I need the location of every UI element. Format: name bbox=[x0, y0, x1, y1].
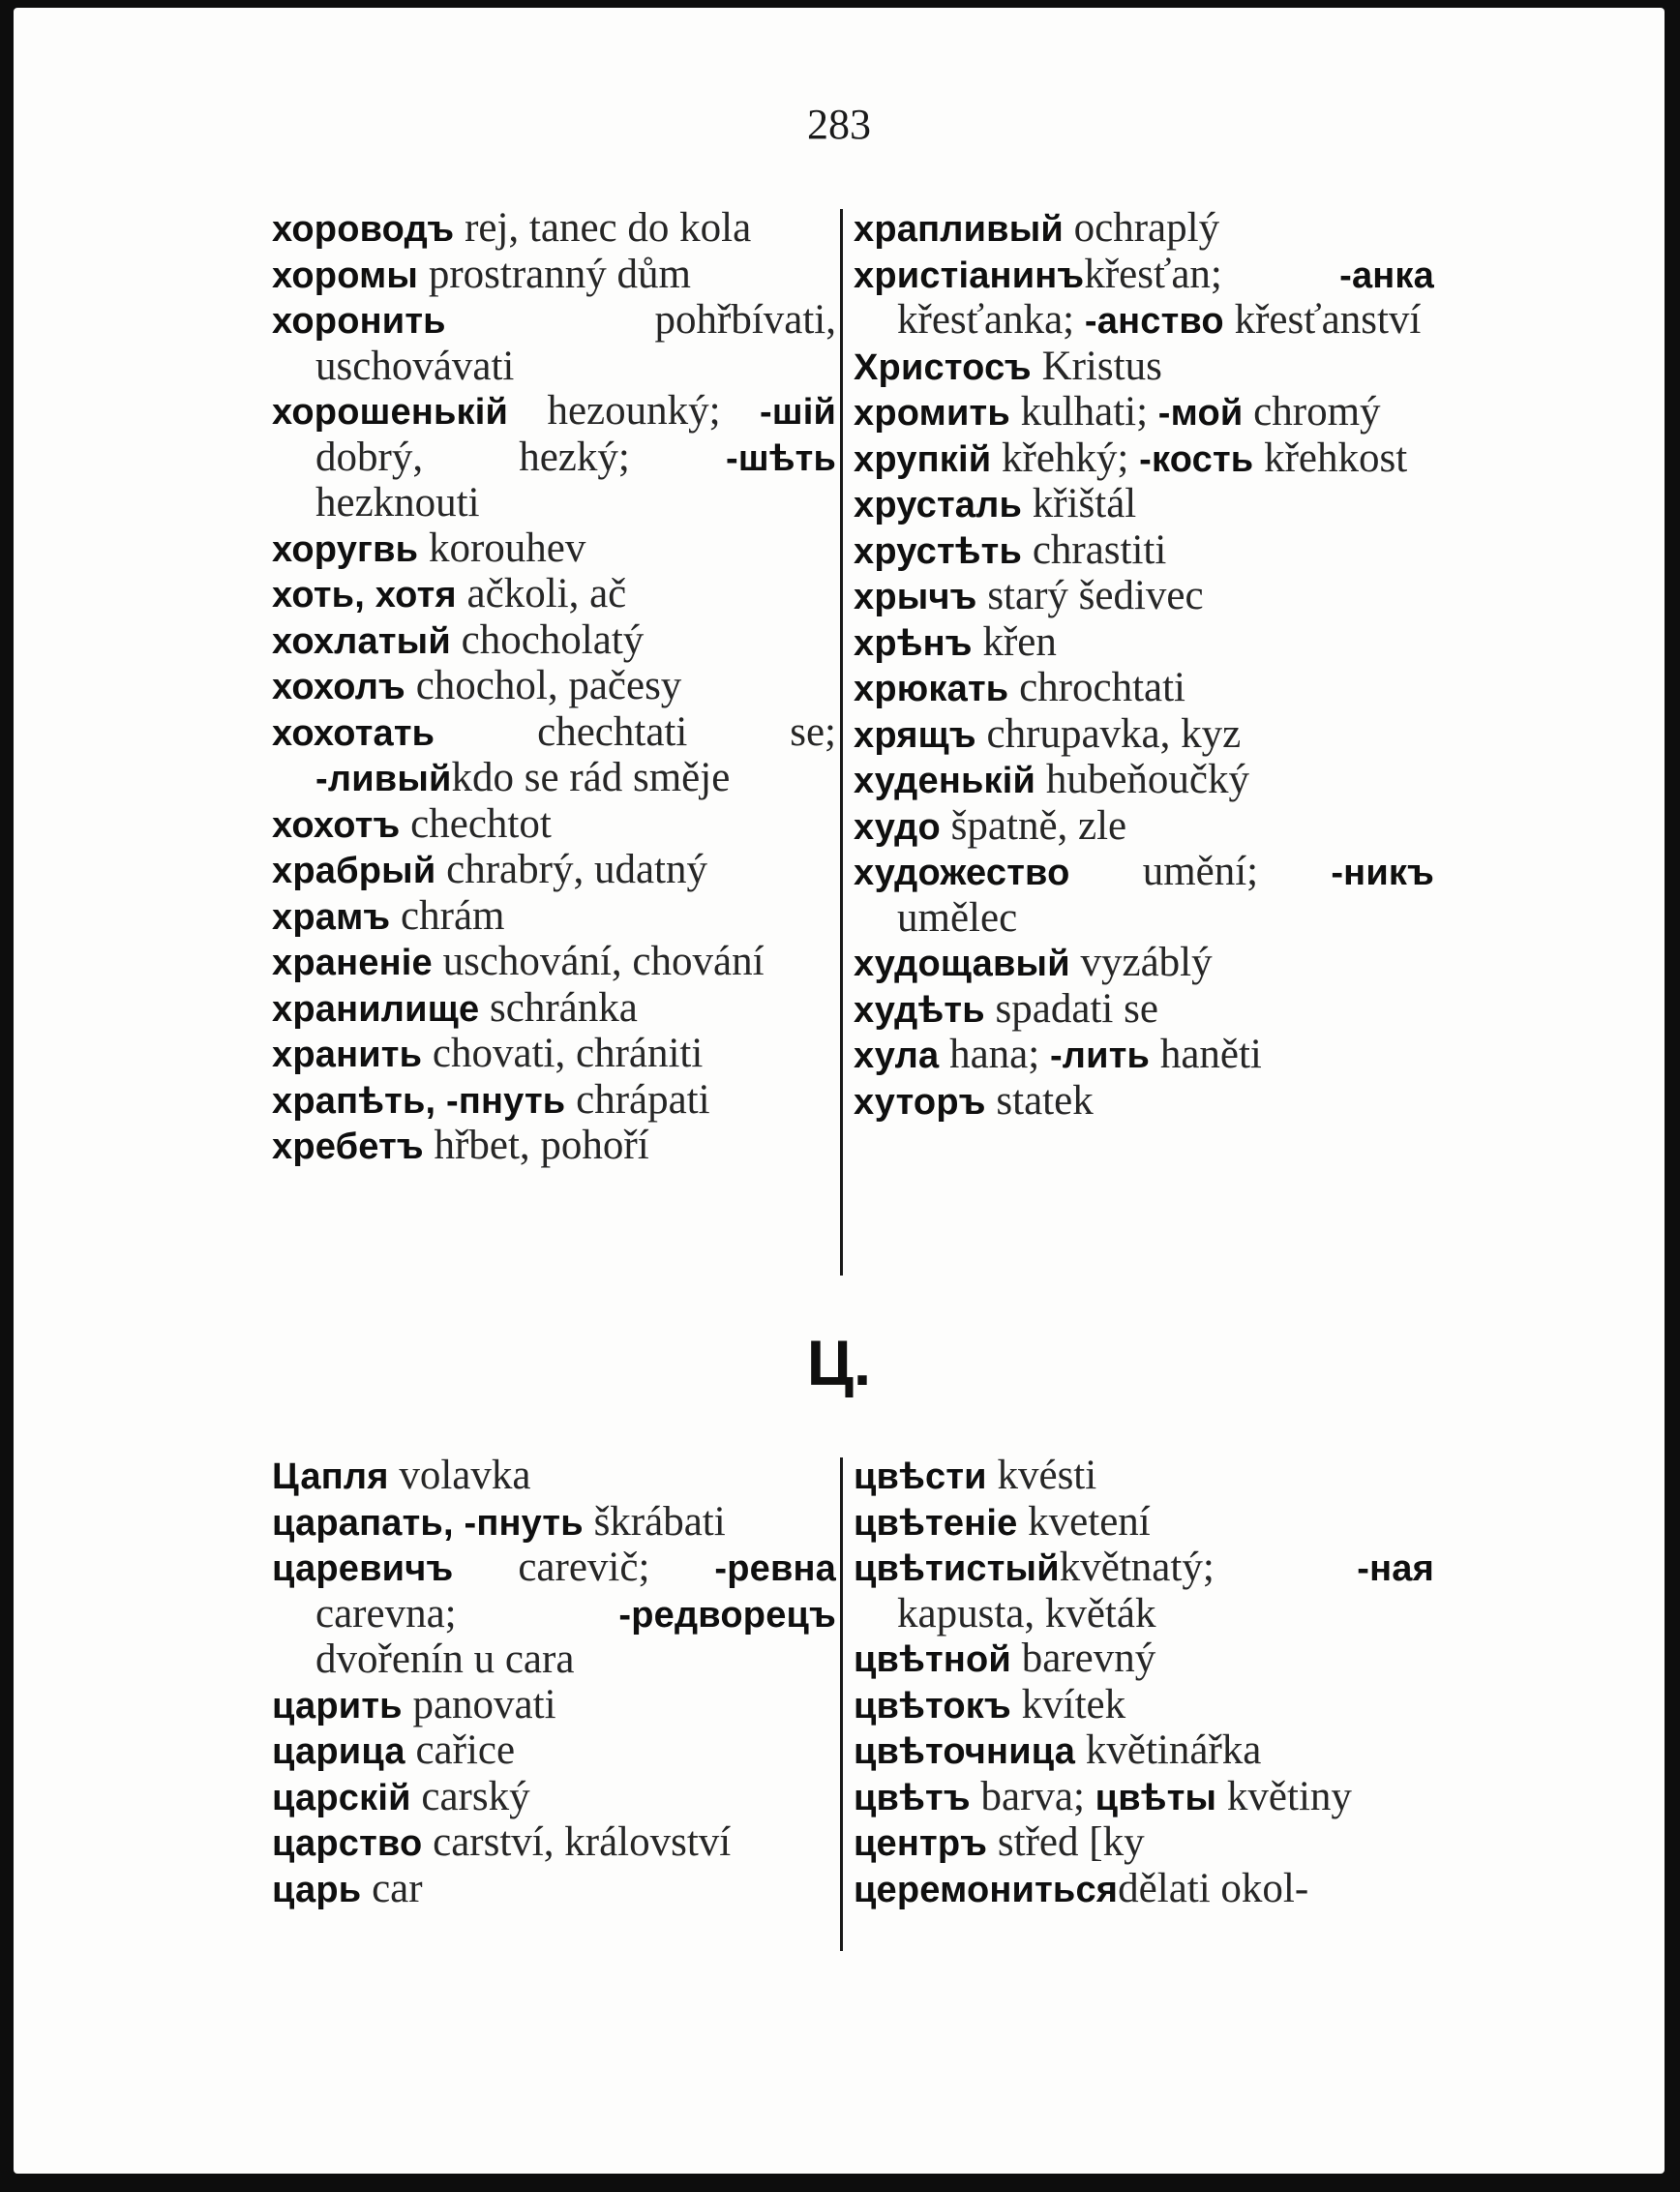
dictionary-entry bbox=[854, 1775, 1434, 1821]
entry-translation: schránka bbox=[490, 984, 638, 1031]
entry-headword: цвѣтной bbox=[854, 1639, 1011, 1680]
entry-subheadword: -анка bbox=[1339, 255, 1434, 296]
entry-translation: starý šedivec bbox=[987, 573, 1204, 618]
entry-translation: carský bbox=[421, 1773, 530, 1819]
entry-headword: худенькій bbox=[854, 761, 1036, 801]
column-left-section-2 bbox=[272, 1454, 836, 1912]
entry-translation: uschování, chování bbox=[442, 939, 765, 984]
entry-subheadword: -мой bbox=[1157, 393, 1244, 434]
entry-headword: цвѣтеніе bbox=[854, 1502, 1018, 1544]
dictionary-entry bbox=[854, 390, 1434, 436]
dictionary-entry bbox=[854, 253, 1434, 345]
entry-translation: křehký; bbox=[1002, 435, 1129, 481]
entry-translation: chrápati bbox=[576, 1076, 710, 1123]
entry-headword: цвѣтистый bbox=[854, 1548, 1060, 1589]
entry-translation: carství, království bbox=[433, 1819, 732, 1865]
entry-translation: chechtati se; bbox=[537, 708, 836, 755]
column-divider bbox=[840, 209, 843, 1276]
entry-translation: carevič; bbox=[518, 1545, 650, 1590]
dictionary-entry bbox=[272, 1820, 836, 1867]
entry-translation: květnatý; bbox=[1059, 1545, 1215, 1590]
dictionary-entry bbox=[272, 1867, 836, 1913]
entry-translation: rej, tanec do kola bbox=[465, 205, 752, 251]
entry-headword: хохотъ bbox=[272, 804, 401, 846]
dictionary-entry bbox=[854, 850, 1434, 941]
dictionary-entry bbox=[854, 1728, 1434, 1775]
entry-subheadword: -шій bbox=[759, 392, 837, 433]
section-letter-heading: Ц. bbox=[806, 1327, 872, 1398]
dictionary-entry bbox=[854, 345, 1434, 391]
dictionary-entry bbox=[854, 206, 1434, 253]
dictionary-entry bbox=[854, 666, 1434, 712]
dictionary-entry bbox=[854, 1033, 1434, 1079]
column-right-section-1 bbox=[854, 206, 1434, 1125]
dictionary-entry bbox=[854, 1867, 1434, 1913]
entry-headword: центръ bbox=[854, 1823, 988, 1864]
entry-translation: hezknouti bbox=[315, 480, 480, 525]
entry-translation: kapusta, květák bbox=[897, 1590, 1156, 1636]
entry-headword: царица bbox=[272, 1731, 405, 1772]
dictionary-entry bbox=[854, 987, 1434, 1034]
entry-translation: ačkoli, ač bbox=[466, 571, 627, 616]
entry-headword: цвѣточница bbox=[854, 1731, 1076, 1772]
dictionary-entry bbox=[272, 526, 836, 573]
entry-translation: chrabrý, udatný bbox=[446, 847, 707, 892]
entry-headword: царапать, -пнуть bbox=[272, 1502, 584, 1544]
dictionary-entry bbox=[854, 1636, 1434, 1683]
entry-translation: statek bbox=[996, 1077, 1094, 1124]
dictionary-entry bbox=[854, 1683, 1434, 1729]
entry-translation: chovati, chrániti bbox=[432, 1031, 704, 1076]
dictionary-entry bbox=[272, 1500, 836, 1546]
dictionary-entry bbox=[854, 941, 1434, 987]
entry-headword: хоругвь bbox=[272, 528, 419, 570]
entry-headword: худѣть bbox=[854, 989, 985, 1031]
entry-translation: hubeňoučký bbox=[1045, 757, 1250, 802]
entry-translation: panovati bbox=[412, 1681, 556, 1727]
dictionary-entry bbox=[272, 802, 836, 849]
entry-translation: chrastiti bbox=[1032, 526, 1167, 573]
entry-headword: художество bbox=[854, 853, 1070, 893]
entry-headword: храмъ bbox=[272, 896, 391, 938]
entry-translation: volavka bbox=[399, 1453, 531, 1498]
dictionary-entry bbox=[272, 1775, 836, 1821]
entry-translation: křehkost bbox=[1264, 435, 1408, 481]
entry-headword: царевичъ bbox=[272, 1548, 454, 1589]
entry-headword: хохлатый bbox=[272, 620, 451, 662]
entry-translation: křištál bbox=[1032, 481, 1137, 526]
dictionary-entry bbox=[854, 758, 1434, 804]
entry-translation: barevný bbox=[1021, 1636, 1156, 1681]
entry-headword: хребетъ bbox=[272, 1126, 424, 1167]
dictionary-entry bbox=[854, 528, 1434, 575]
entry-translation: křesťanství bbox=[1234, 297, 1422, 343]
entry-translation: chrochtati bbox=[1019, 665, 1185, 710]
entry-subheadword: цвѣты bbox=[1095, 1777, 1217, 1818]
entry-translation: kvítek bbox=[1021, 1681, 1126, 1727]
entry-translation: chrám bbox=[401, 892, 505, 939]
entry-translation: hezounký; bbox=[547, 388, 721, 434]
entry-translation: kvetení bbox=[1028, 1498, 1151, 1545]
entry-translation: křen bbox=[982, 618, 1057, 665]
entry-translation: dvořenín u cara bbox=[315, 1636, 575, 1682]
dictionary-entry bbox=[272, 618, 836, 665]
dictionary-entry bbox=[854, 1820, 1434, 1867]
entry-headword: храпѣть, -пнуть bbox=[272, 1080, 566, 1122]
dictionary-entry bbox=[272, 1454, 836, 1500]
entry-translation: haněti bbox=[1159, 1032, 1262, 1077]
dictionary-entry bbox=[272, 1683, 836, 1729]
entry-headword: цвѣтъ bbox=[854, 1777, 971, 1818]
dictionary-entry bbox=[272, 664, 836, 710]
entry-headword: хороводъ bbox=[272, 209, 455, 250]
entry-translation: cařice bbox=[415, 1727, 516, 1773]
entry-translation: hřbet, pohoří bbox=[434, 1123, 649, 1168]
column-left-section-1 bbox=[272, 206, 836, 1170]
entry-subheadword: -шѣть bbox=[726, 437, 836, 479]
entry-subheadword: -редворецъ bbox=[618, 1594, 836, 1636]
entry-headword: хрусталь bbox=[854, 485, 1023, 525]
dictionary-entry bbox=[854, 620, 1434, 667]
entry-headword: хохотать bbox=[272, 712, 435, 754]
entry-translation: kdo se rád směje bbox=[451, 755, 731, 800]
dictionary-entry bbox=[272, 206, 836, 253]
entry-headword: худо bbox=[854, 806, 941, 848]
entry-translation: carevna; bbox=[315, 1590, 457, 1636]
page-number: 283 bbox=[807, 101, 871, 148]
entry-subheadword: -кость bbox=[1139, 438, 1254, 480]
dictionary-entry bbox=[272, 986, 836, 1033]
dictionary-entry bbox=[854, 1546, 1434, 1636]
entry-translation: střed [ky bbox=[997, 1819, 1145, 1865]
entry-subheadword: -ная bbox=[1357, 1548, 1434, 1589]
entry-headword: хула bbox=[854, 1036, 940, 1076]
entry-translation: korouhev bbox=[428, 525, 586, 571]
entry-translation: hana; bbox=[949, 1032, 1040, 1077]
entry-subheadword: -ревна bbox=[714, 1548, 837, 1589]
entry-translation: květinářka bbox=[1085, 1727, 1262, 1773]
entry-translation: Kristus bbox=[1041, 343, 1162, 389]
entry-headword: хранить bbox=[272, 1035, 423, 1075]
dictionary-entry bbox=[272, 848, 836, 894]
entry-headword: цвѣтокъ bbox=[854, 1685, 1011, 1727]
entry-headword: хрустѣть bbox=[854, 530, 1023, 572]
entry-translation: chechtot bbox=[410, 800, 552, 847]
entry-translation: umění; bbox=[1142, 849, 1259, 894]
dictionary-entry bbox=[272, 389, 836, 526]
entry-headword: царить bbox=[272, 1685, 403, 1727]
dictionary-entry bbox=[854, 1454, 1434, 1500]
dictionary-entry bbox=[272, 1124, 836, 1170]
entry-headword: царство bbox=[272, 1823, 423, 1864]
entry-headword: хорошенькій bbox=[272, 392, 509, 433]
entry-headword: хохолъ bbox=[272, 667, 405, 707]
dictionary-entry bbox=[272, 1546, 836, 1683]
entry-headword: Христосъ bbox=[854, 346, 1032, 388]
entry-headword: хоронить bbox=[272, 301, 446, 342]
entry-translation: barva; bbox=[980, 1773, 1085, 1819]
entry-headword: хоть, хотя bbox=[272, 575, 457, 616]
entry-translation: škrábati bbox=[593, 1498, 726, 1545]
entry-translation: spadati se bbox=[995, 985, 1158, 1032]
entry-headword: цвѣсти bbox=[854, 1456, 987, 1497]
dictionary-entry bbox=[272, 710, 836, 802]
entry-subheadword: -лить bbox=[1049, 1036, 1151, 1076]
entry-translation: květiny bbox=[1226, 1773, 1352, 1819]
dictionary-entry bbox=[272, 572, 836, 618]
dictionary-entry bbox=[854, 574, 1434, 620]
entry-headword: хромить bbox=[854, 393, 1010, 434]
entry-subheadword: -никъ bbox=[1331, 853, 1435, 893]
entry-translation: chochol, pačesy bbox=[415, 663, 682, 708]
dictionary-entry bbox=[854, 1500, 1434, 1546]
entry-headword: хрящъ bbox=[854, 714, 976, 756]
entry-headword: царскій bbox=[272, 1777, 411, 1818]
entry-translation: kulhati; bbox=[1020, 389, 1149, 435]
dictionary-page bbox=[14, 8, 1665, 2174]
entry-headword: хрюкать bbox=[854, 669, 1009, 709]
entry-headword: царь bbox=[272, 1869, 362, 1910]
entry-headword: хоромы bbox=[272, 255, 419, 296]
entry-subheadword: -ливый bbox=[315, 759, 452, 799]
dictionary-entry bbox=[272, 1032, 836, 1078]
entry-translation: vyzáblý bbox=[1080, 940, 1213, 985]
column-divider bbox=[840, 1457, 843, 1951]
dictionary-entry bbox=[272, 1078, 836, 1125]
entry-headword: хуторъ bbox=[854, 1081, 986, 1123]
entry-headword: храпливый bbox=[854, 209, 1064, 250]
entry-headword: худощавый bbox=[854, 944, 1070, 984]
dictionary-entry bbox=[854, 712, 1434, 759]
entry-translation: chrupavka, kyz bbox=[986, 710, 1242, 757]
entry-translation: kvésti bbox=[997, 1453, 1097, 1498]
dictionary-entry bbox=[272, 298, 836, 389]
entry-headword: Цапля bbox=[272, 1456, 389, 1497]
entry-translation: křesťanka; bbox=[897, 297, 1075, 343]
dictionary-entry bbox=[854, 804, 1434, 851]
entry-headword: храненіе bbox=[272, 943, 433, 983]
entry-translation: dělati okol- bbox=[1118, 1865, 1309, 1911]
dictionary-entry bbox=[272, 1728, 836, 1775]
dictionary-entry bbox=[272, 253, 836, 299]
entry-translation: car bbox=[372, 1865, 423, 1911]
entry-translation: pohřbívati, uschovávati bbox=[315, 297, 836, 389]
entry-translation: křesťan; bbox=[1084, 251, 1222, 297]
dictionary-entry bbox=[272, 894, 836, 941]
entry-headword: хранилище bbox=[272, 988, 480, 1030]
entry-headword: хрѣнъ bbox=[854, 622, 973, 664]
dictionary-entry bbox=[854, 436, 1434, 483]
entry-headword: христіанинъ bbox=[854, 255, 1085, 296]
entry-headword: храбрый bbox=[272, 851, 436, 891]
entry-translation: chocholatý bbox=[461, 616, 645, 663]
entry-translation: špatně, zle bbox=[950, 802, 1127, 849]
entry-translation: dobrý, hezký; bbox=[315, 434, 630, 480]
dictionary-entry bbox=[272, 940, 836, 986]
entry-translation: chromý bbox=[1253, 389, 1381, 435]
entry-translation: umělec bbox=[897, 894, 1018, 941]
column-right-section-2 bbox=[854, 1454, 1434, 1912]
entry-headword: церемониться bbox=[854, 1869, 1119, 1910]
entry-headword: хрычъ bbox=[854, 577, 977, 617]
dictionary-entry bbox=[854, 1079, 1434, 1126]
entry-headword: хрупкій bbox=[854, 438, 992, 480]
entry-subheadword: -анство bbox=[1084, 301, 1224, 342]
entry-translation: prostranný dům bbox=[428, 251, 691, 297]
dictionary-entry bbox=[854, 482, 1434, 528]
entry-translation: ochraplý bbox=[1073, 205, 1220, 251]
